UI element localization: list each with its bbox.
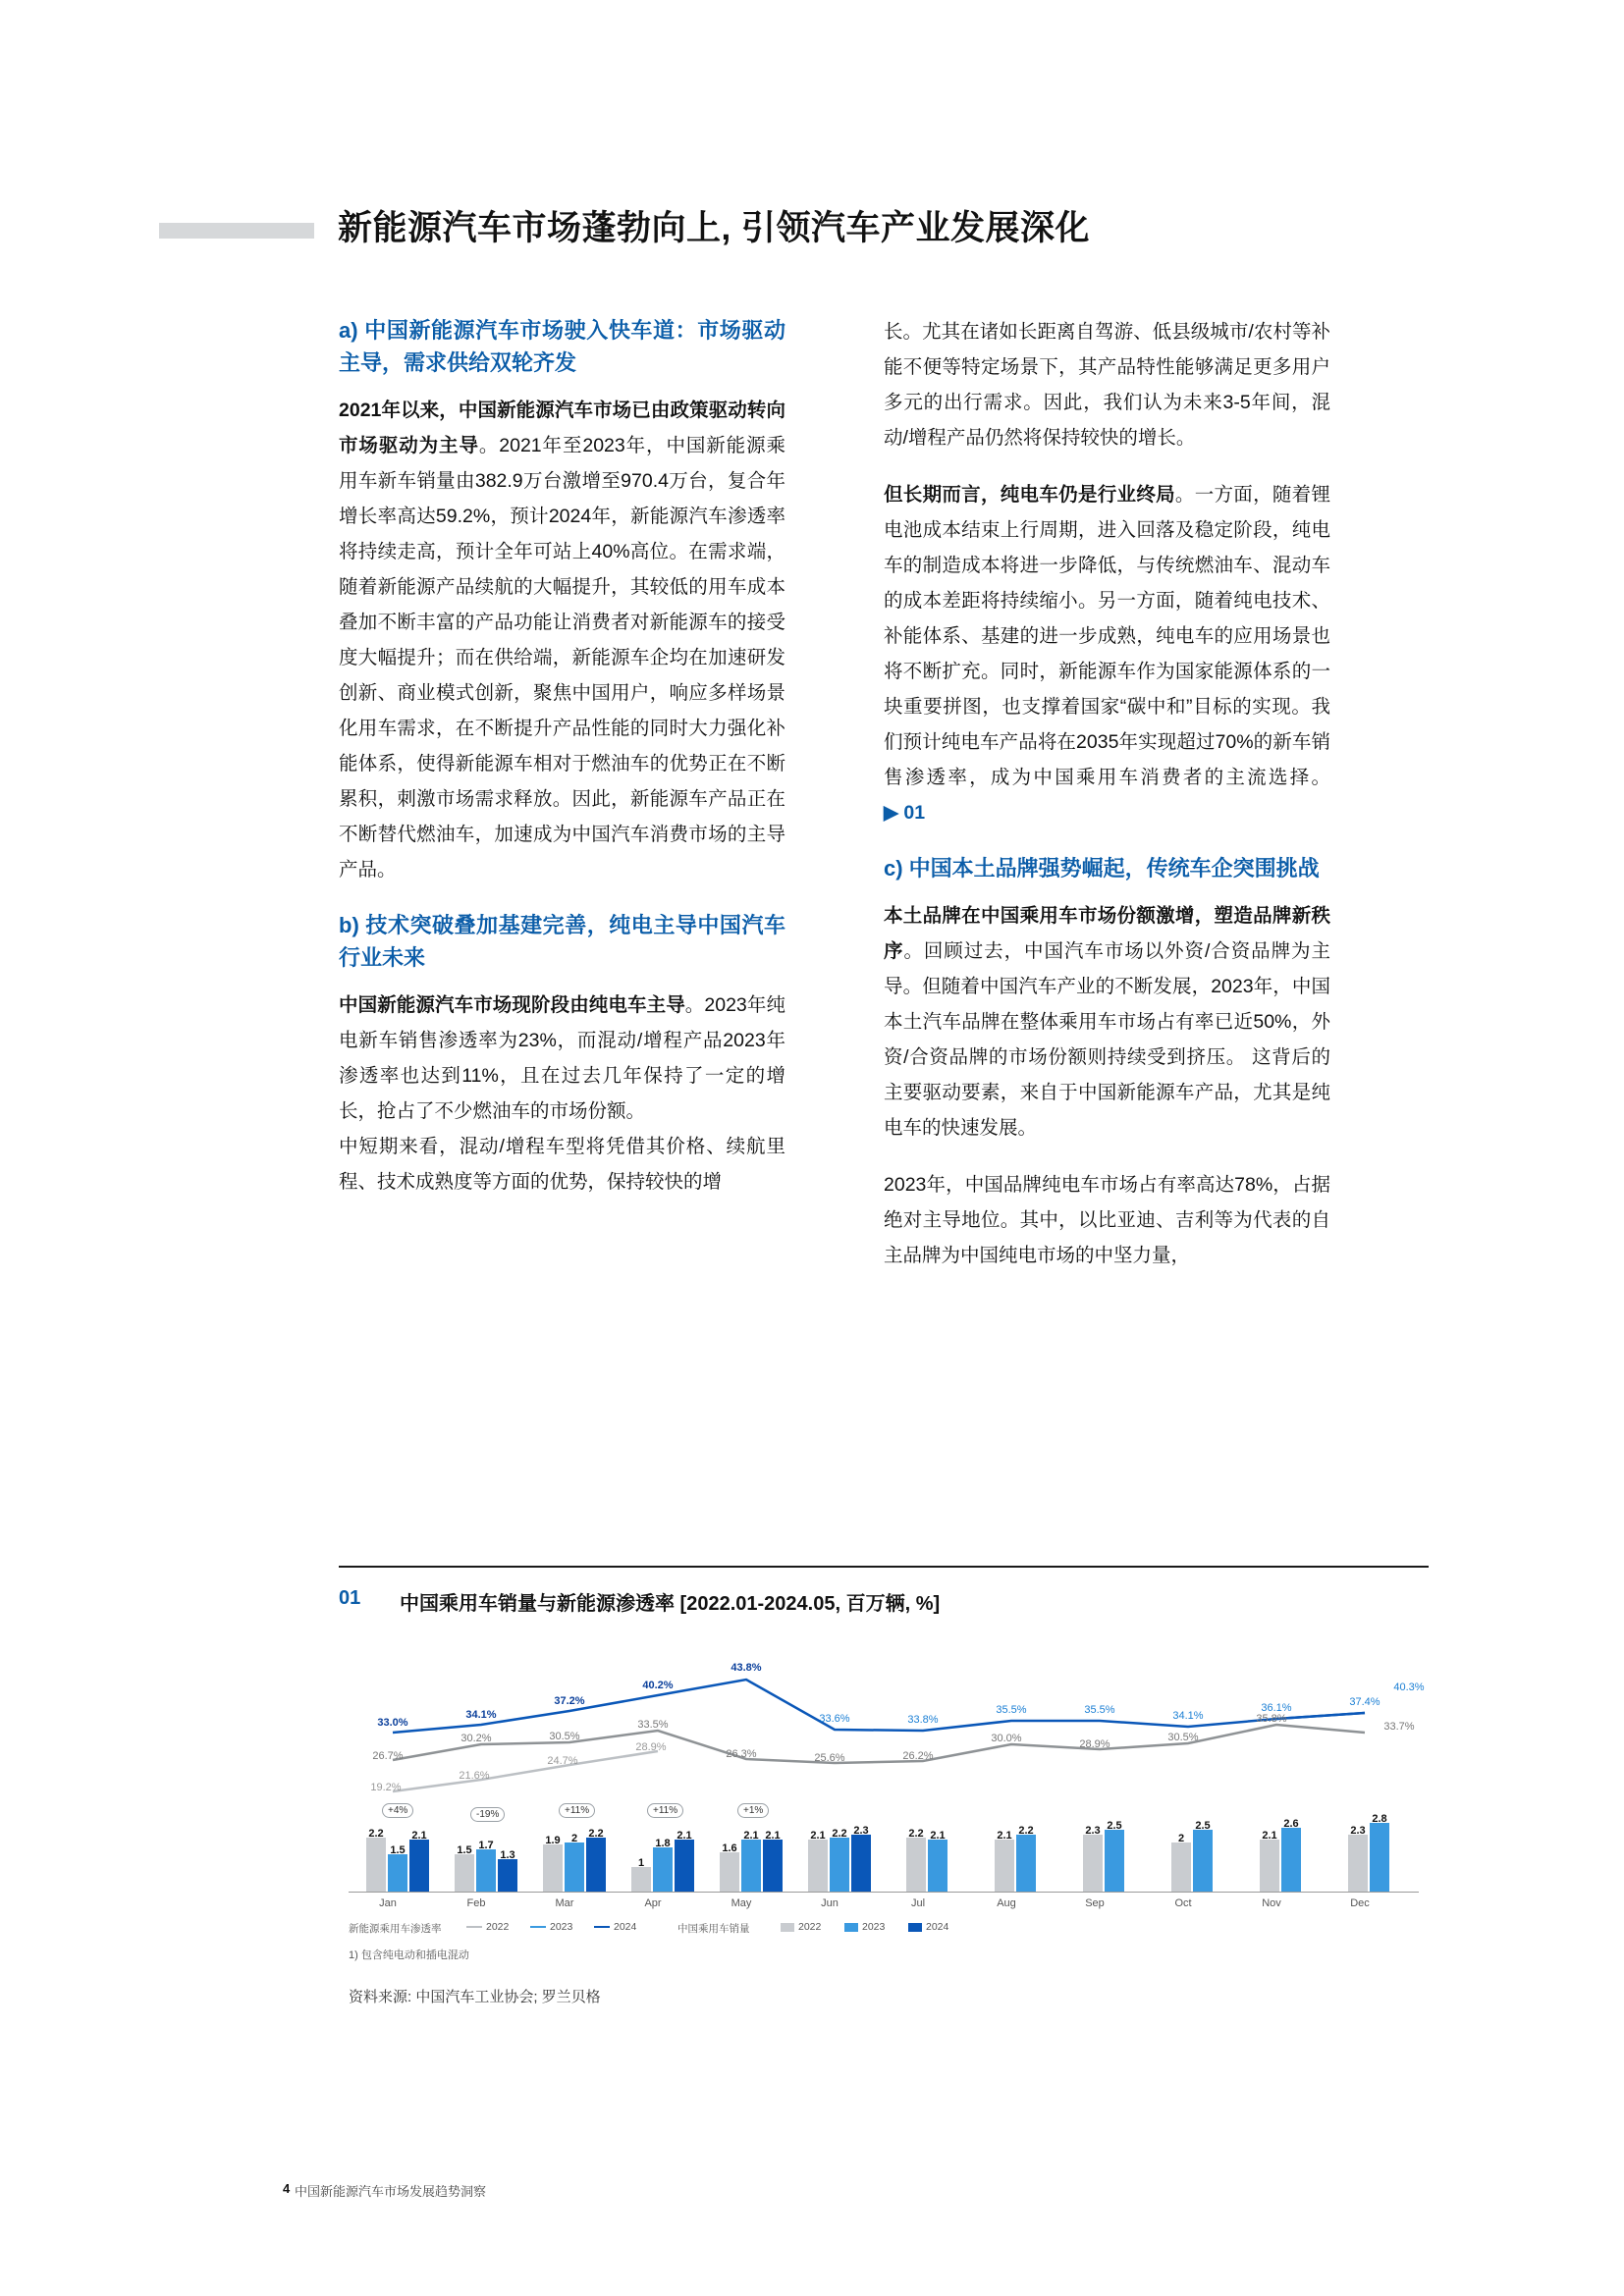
exhibit-title: 中国乘用车销量与新能源渗透率 [2022.01-2024.05, 百万辆, %] bbox=[400, 1593, 941, 1615]
bar-2022-apr bbox=[631, 1867, 651, 1892]
legend-bar-swatch-2024 bbox=[908, 1923, 922, 1932]
paragraph-e-body: 。回顾过去，中国汽车市场以外资/合资品牌为主导。但随着中国汽车产业的不断发展，2023年，中国本土汽车品牌在整体乘用车市场占有率已近50%，外资/合资品牌的市场份额则持续受到挤压。 这背后的主要驱动要素，来自于中国新能源车产品，尤其是纯电车的快速发展。 bbox=[884, 940, 1330, 1139]
x-axis bbox=[349, 1892, 1419, 1893]
bar-2023-jun bbox=[830, 1838, 849, 1892]
bar-2023-jul bbox=[928, 1840, 947, 1892]
pct-2024-mar: 37.2% bbox=[554, 1695, 585, 1707]
bar-2023-aug bbox=[1016, 1835, 1036, 1892]
right-column bbox=[884, 314, 1330, 1295]
paragraph-e-lead: 本土品牌在中国乘用车市场份额激增，塑造品牌新秩序 bbox=[884, 905, 1330, 962]
bar-2023-mar bbox=[565, 1842, 584, 1892]
legend-line-2023 bbox=[530, 1921, 572, 1933]
pct-2022-mar: 24.7% bbox=[547, 1755, 578, 1767]
bar-2022-mar bbox=[543, 1844, 563, 1892]
bar-2022-jul bbox=[906, 1838, 926, 1892]
barval-2024-feb: 1.3 bbox=[500, 1849, 515, 1861]
heading-b: b) 技术突破叠加基建完善，纯电主导中国汽车行业未来 bbox=[339, 913, 785, 970]
delta-may: +1% bbox=[737, 1803, 769, 1818]
paragraph-b bbox=[339, 988, 785, 1129]
pct-2024-may: 43.8% bbox=[731, 1662, 762, 1674]
page-number: 4 bbox=[283, 2181, 291, 2196]
barval-2022-oct: 2 bbox=[1177, 1833, 1185, 1844]
xlabel-may: May bbox=[731, 1897, 752, 1909]
bar-2022-oct bbox=[1171, 1842, 1191, 1892]
legend-line-swatch-2024 bbox=[594, 1926, 610, 1928]
pct-2023-dec: 33.7% bbox=[1383, 1721, 1415, 1733]
pct-2023-feb: 30.2% bbox=[460, 1733, 492, 1744]
pct-2023-jan: 26.7% bbox=[372, 1750, 404, 1762]
paragraph-f: 2023年，中国品牌纯电车市场占有率高达78%，占据绝对主导地位。其中，以比亚迪、吉利等为代表的自主品牌为中国纯电市场的中坚力量， bbox=[884, 1174, 1330, 1266]
left-column bbox=[339, 314, 785, 1221]
xlabel-dec: Dec bbox=[1350, 1897, 1370, 1909]
pct-mid-dec: 37.4% bbox=[1349, 1696, 1380, 1708]
paragraph-d-body: 。一方面，随着锂电池成本结束上行周期，进入回落及稳定阶段，纯电车的制造成本将进一步降低，与传统燃油车、混动车的成本差距将持续缩小。另一方面，随着纯电技术、补能体系、基建的进一步成熟，纯电车的应用场景也将不断扩充。同时，新能源车作为国家能源体系的一块重要拼图，也支撑着国家“碳中和”目标的实现。我们预计纯电车产品将在2035年实现超过70%的新车销售渗透率，成为中国乘用车消费者的主流选择。 bbox=[884, 484, 1330, 788]
legend-bar-2024-label: 2024 bbox=[926, 1921, 949, 1933]
pct-mid-extra: 40.3% bbox=[1393, 1682, 1425, 1693]
page-header bbox=[159, 201, 1465, 260]
xlabel-oct: Oct bbox=[1174, 1897, 1192, 1909]
chart-area bbox=[339, 1634, 1429, 2005]
line-2024 bbox=[393, 1680, 1365, 1733]
legend-bar-swatch-2023 bbox=[844, 1923, 858, 1932]
barval-2023-apr: 1.8 bbox=[655, 1838, 671, 1849]
pct-mid-sep: 35.5% bbox=[1084, 1704, 1115, 1716]
barval-2022-aug: 2.1 bbox=[997, 1830, 1012, 1842]
barval-2022-dec: 2.3 bbox=[1350, 1825, 1366, 1837]
bar-2022-aug bbox=[995, 1840, 1014, 1892]
bar-2023-sep bbox=[1105, 1830, 1124, 1892]
paragraph-b-tail: 中短期来看，混动/增程车型将凭借其价格、续航里程、技术成熟度等方面的优势，保持较快的增 bbox=[339, 1136, 785, 1193]
exhibit-number: 01 bbox=[339, 1587, 361, 1609]
barval-2023-oct: 2.5 bbox=[1195, 1820, 1211, 1832]
xlabel-jan: Jan bbox=[379, 1897, 397, 1909]
barval-2022-feb: 1.5 bbox=[457, 1844, 472, 1856]
barval-2023-dec: 2.8 bbox=[1372, 1813, 1387, 1825]
exhibit-rule bbox=[339, 1566, 1429, 1568]
pct-mid-jun: 33.6% bbox=[819, 1713, 850, 1725]
xlabel-feb: Feb bbox=[466, 1897, 486, 1909]
barval-2024-mar: 2.2 bbox=[588, 1828, 604, 1840]
barval-2022-mar: 1.9 bbox=[545, 1835, 561, 1846]
paragraph-b-lead: 中国新能源汽车市场现阶段由纯电车主导 bbox=[339, 994, 685, 1016]
bar-2022-dec bbox=[1348, 1835, 1368, 1892]
chart-source: 资料来源: 中国汽车工业协会; 罗兰贝格 bbox=[349, 1989, 601, 2005]
bar-2022-feb bbox=[455, 1854, 474, 1892]
barval-2024-apr: 2.1 bbox=[677, 1830, 692, 1842]
barval-2022-sep: 2.3 bbox=[1085, 1825, 1101, 1837]
chart-plot bbox=[349, 1634, 1425, 1892]
paragraph-c-continued: 长。尤其在诸如长距离自驾游、低县级城市/农村等补能不便等特定场景下，其产品特性能够满足更多用户多元的出行需求。因此，我们认为未来3-5年间，混动/增程产品仍然将保持较快的增长。 bbox=[884, 321, 1330, 449]
legend-line-2022-label: 2022 bbox=[486, 1921, 510, 1933]
paragraph-a bbox=[339, 393, 785, 887]
legend-line-2024 bbox=[594, 1921, 636, 1933]
heading-c: c) 中国本土品牌强势崛起，传统车企突围挑战 bbox=[884, 856, 1320, 881]
barval-2023-sep: 2.5 bbox=[1107, 1820, 1122, 1832]
xlabel-nov: Nov bbox=[1262, 1897, 1281, 1909]
barval-2024-may: 2.1 bbox=[765, 1830, 781, 1842]
pct-2022-apr: 28.9% bbox=[635, 1741, 667, 1753]
barval-2023-jan: 1.5 bbox=[390, 1844, 406, 1856]
pct-2023-jun: 25.6% bbox=[814, 1752, 845, 1764]
pct-2024-jan: 33.0% bbox=[377, 1717, 408, 1729]
pct-mid-jul: 33.8% bbox=[907, 1714, 939, 1726]
chart-legend bbox=[349, 1921, 1419, 1939]
line-2022 bbox=[393, 1751, 658, 1791]
paragraph-e bbox=[884, 898, 1330, 1146]
legend-line-swatch-2022 bbox=[466, 1926, 482, 1928]
paragraph-a-body: 。2021年至2023年，中国新能源乘用车新车销量由382.9万台激增至970.4万台，复合年增长率高达59.2%，预计2024年，新能源汽车渗透率将持续走高，预计全年可站上40%高位。在需求端，随着新能源产品续航的大幅提升，其较低的用车成本叠加不断丰富的产品功能让消费者对新能源车的接受度大幅提升；而在供给端，新能源车企均在加速研发创新、商业模式创新，聚焦中国用户，响应多样场景化用车需求，在不断提升产品性能的同时大力强化补能体系，使得新能源车相对于燃油车的优势正在不断累积，刺激市场需求释放。因此，新能源车产品正在不断替代燃油车，加速成为中国汽车消费市场的主导产品。 bbox=[339, 435, 785, 881]
legend-line-2022 bbox=[466, 1921, 509, 1933]
pct-2024-feb: 34.1% bbox=[465, 1709, 497, 1721]
legend-bar-2023 bbox=[844, 1921, 885, 1933]
heading-a: a) 中国新能源汽车市场驶入快车道：市场驱动主导，需求供给双轮齐发 bbox=[339, 318, 785, 375]
legend-sales-label: 中国乘用车销量 bbox=[677, 1923, 750, 1935]
pct-2023-aug: 30.0% bbox=[991, 1733, 1022, 1744]
pct-2023-apr: 33.5% bbox=[637, 1719, 669, 1731]
xlabel-jun: Jun bbox=[821, 1897, 839, 1909]
page-footer bbox=[283, 2181, 487, 2200]
delta-feb: -19% bbox=[470, 1807, 505, 1822]
bar-2022-may bbox=[720, 1852, 739, 1892]
barval-2022-nov: 2.1 bbox=[1262, 1830, 1277, 1842]
pct-2023-nov: 35.8% bbox=[1256, 1713, 1287, 1725]
barval-2023-feb: 1.7 bbox=[478, 1840, 494, 1851]
bar-2024-may bbox=[763, 1840, 783, 1892]
pct-2023-may: 26.3% bbox=[726, 1748, 757, 1760]
bar-2024-jun bbox=[851, 1835, 871, 1892]
barval-2023-jun: 2.2 bbox=[832, 1828, 847, 1840]
legend-bar-2022-label: 2022 bbox=[798, 1921, 822, 1933]
xlabel-aug: Aug bbox=[997, 1897, 1016, 1909]
xlabel-mar: Mar bbox=[555, 1897, 574, 1909]
bar-2024-mar bbox=[586, 1838, 606, 1892]
paragraph-d-lead: 但长期而言，纯电车仍是行业终局 bbox=[884, 484, 1175, 506]
legend-line-2024-label: 2024 bbox=[614, 1921, 637, 1933]
barval-2024-jan: 2.1 bbox=[411, 1830, 427, 1842]
pct-mid-nov: 36.1% bbox=[1261, 1702, 1292, 1714]
pct-2023-mar: 30.5% bbox=[549, 1731, 580, 1742]
barval-2024-jun: 2.3 bbox=[853, 1825, 869, 1837]
xlabel-sep: Sep bbox=[1085, 1897, 1105, 1909]
paragraph-b-body: 。2023年纯电新车销售渗透率为23%，而混动/增程产品2023年渗透率也达到11%，且在过去几年保持了一定的增长，抢占了不少燃油车的市场份额。 bbox=[339, 994, 785, 1122]
barval-2023-jul: 2.1 bbox=[930, 1830, 946, 1842]
legend-bar-swatch-2022 bbox=[781, 1923, 794, 1932]
pct-2024-apr: 40.2% bbox=[642, 1680, 674, 1691]
pct-2022-jan: 19.2% bbox=[370, 1782, 402, 1793]
bar-2022-sep bbox=[1083, 1835, 1103, 1892]
paragraph-a-lead: 2021年以来，中国新能源汽车市场已由政策驱动转向市场驱动为主导 bbox=[339, 400, 785, 456]
header-rule bbox=[159, 223, 314, 239]
chart-footnote: 1) 包含纯电动和插电混动 bbox=[349, 1949, 469, 1961]
footer-text: 中国新能源汽车市场发展趋势洞察 bbox=[295, 2184, 487, 2199]
xlabel-apr: Apr bbox=[644, 1897, 662, 1909]
pct-2022-feb: 21.6% bbox=[459, 1770, 490, 1782]
xlabel-jul: Jul bbox=[910, 1897, 926, 1909]
legend-bar-2023-label: 2023 bbox=[862, 1921, 886, 1933]
pct-mid-aug: 35.5% bbox=[996, 1704, 1027, 1716]
pct-2023-jul: 26.2% bbox=[902, 1750, 934, 1762]
bar-2022-jun bbox=[808, 1840, 828, 1892]
delta-mar: +11% bbox=[559, 1803, 595, 1818]
pct-2023-oct: 30.5% bbox=[1167, 1732, 1199, 1743]
legend-bar-2024 bbox=[908, 1921, 948, 1933]
barval-2022-jul: 2.2 bbox=[908, 1828, 924, 1840]
barval-2022-apr: 1 bbox=[637, 1857, 645, 1869]
delta-apr: +11% bbox=[647, 1803, 683, 1818]
bar-2022-nov bbox=[1260, 1840, 1279, 1892]
delta-jan: +4% bbox=[382, 1803, 413, 1818]
barval-2022-jun: 2.1 bbox=[810, 1830, 826, 1842]
exhibit-reference[interactable]: ▶ 01 bbox=[884, 802, 926, 824]
barval-2022-may: 1.6 bbox=[722, 1842, 737, 1854]
page-title: 新能源汽车市场蓬勃向上, 引领汽车产业发展深化 bbox=[338, 209, 1090, 247]
pct-2023-sep: 28.9% bbox=[1079, 1738, 1110, 1750]
legend-bar-2022 bbox=[781, 1921, 821, 1933]
bar-2023-jan bbox=[388, 1854, 407, 1892]
legend-penetration-label: 新能源乘用车渗透率 bbox=[349, 1923, 442, 1935]
legend-line-2023-label: 2023 bbox=[550, 1921, 573, 1933]
barval-2023-mar: 2 bbox=[570, 1833, 578, 1844]
paragraph-d bbox=[884, 477, 1330, 830]
barval-2023-may: 2.1 bbox=[743, 1830, 759, 1842]
exhibit-header bbox=[339, 1587, 1429, 1621]
barval-2022-jan: 2.2 bbox=[368, 1828, 384, 1840]
bar-2024-feb bbox=[498, 1859, 517, 1892]
x-axis-labels bbox=[349, 1897, 1419, 1917]
barval-2023-aug: 2.2 bbox=[1018, 1825, 1034, 1837]
legend-line-swatch-2023 bbox=[530, 1926, 546, 1928]
pct-mid-oct: 34.1% bbox=[1172, 1710, 1204, 1722]
barval-2023-nov: 2.6 bbox=[1283, 1818, 1299, 1830]
bar-2023-apr bbox=[653, 1847, 673, 1892]
